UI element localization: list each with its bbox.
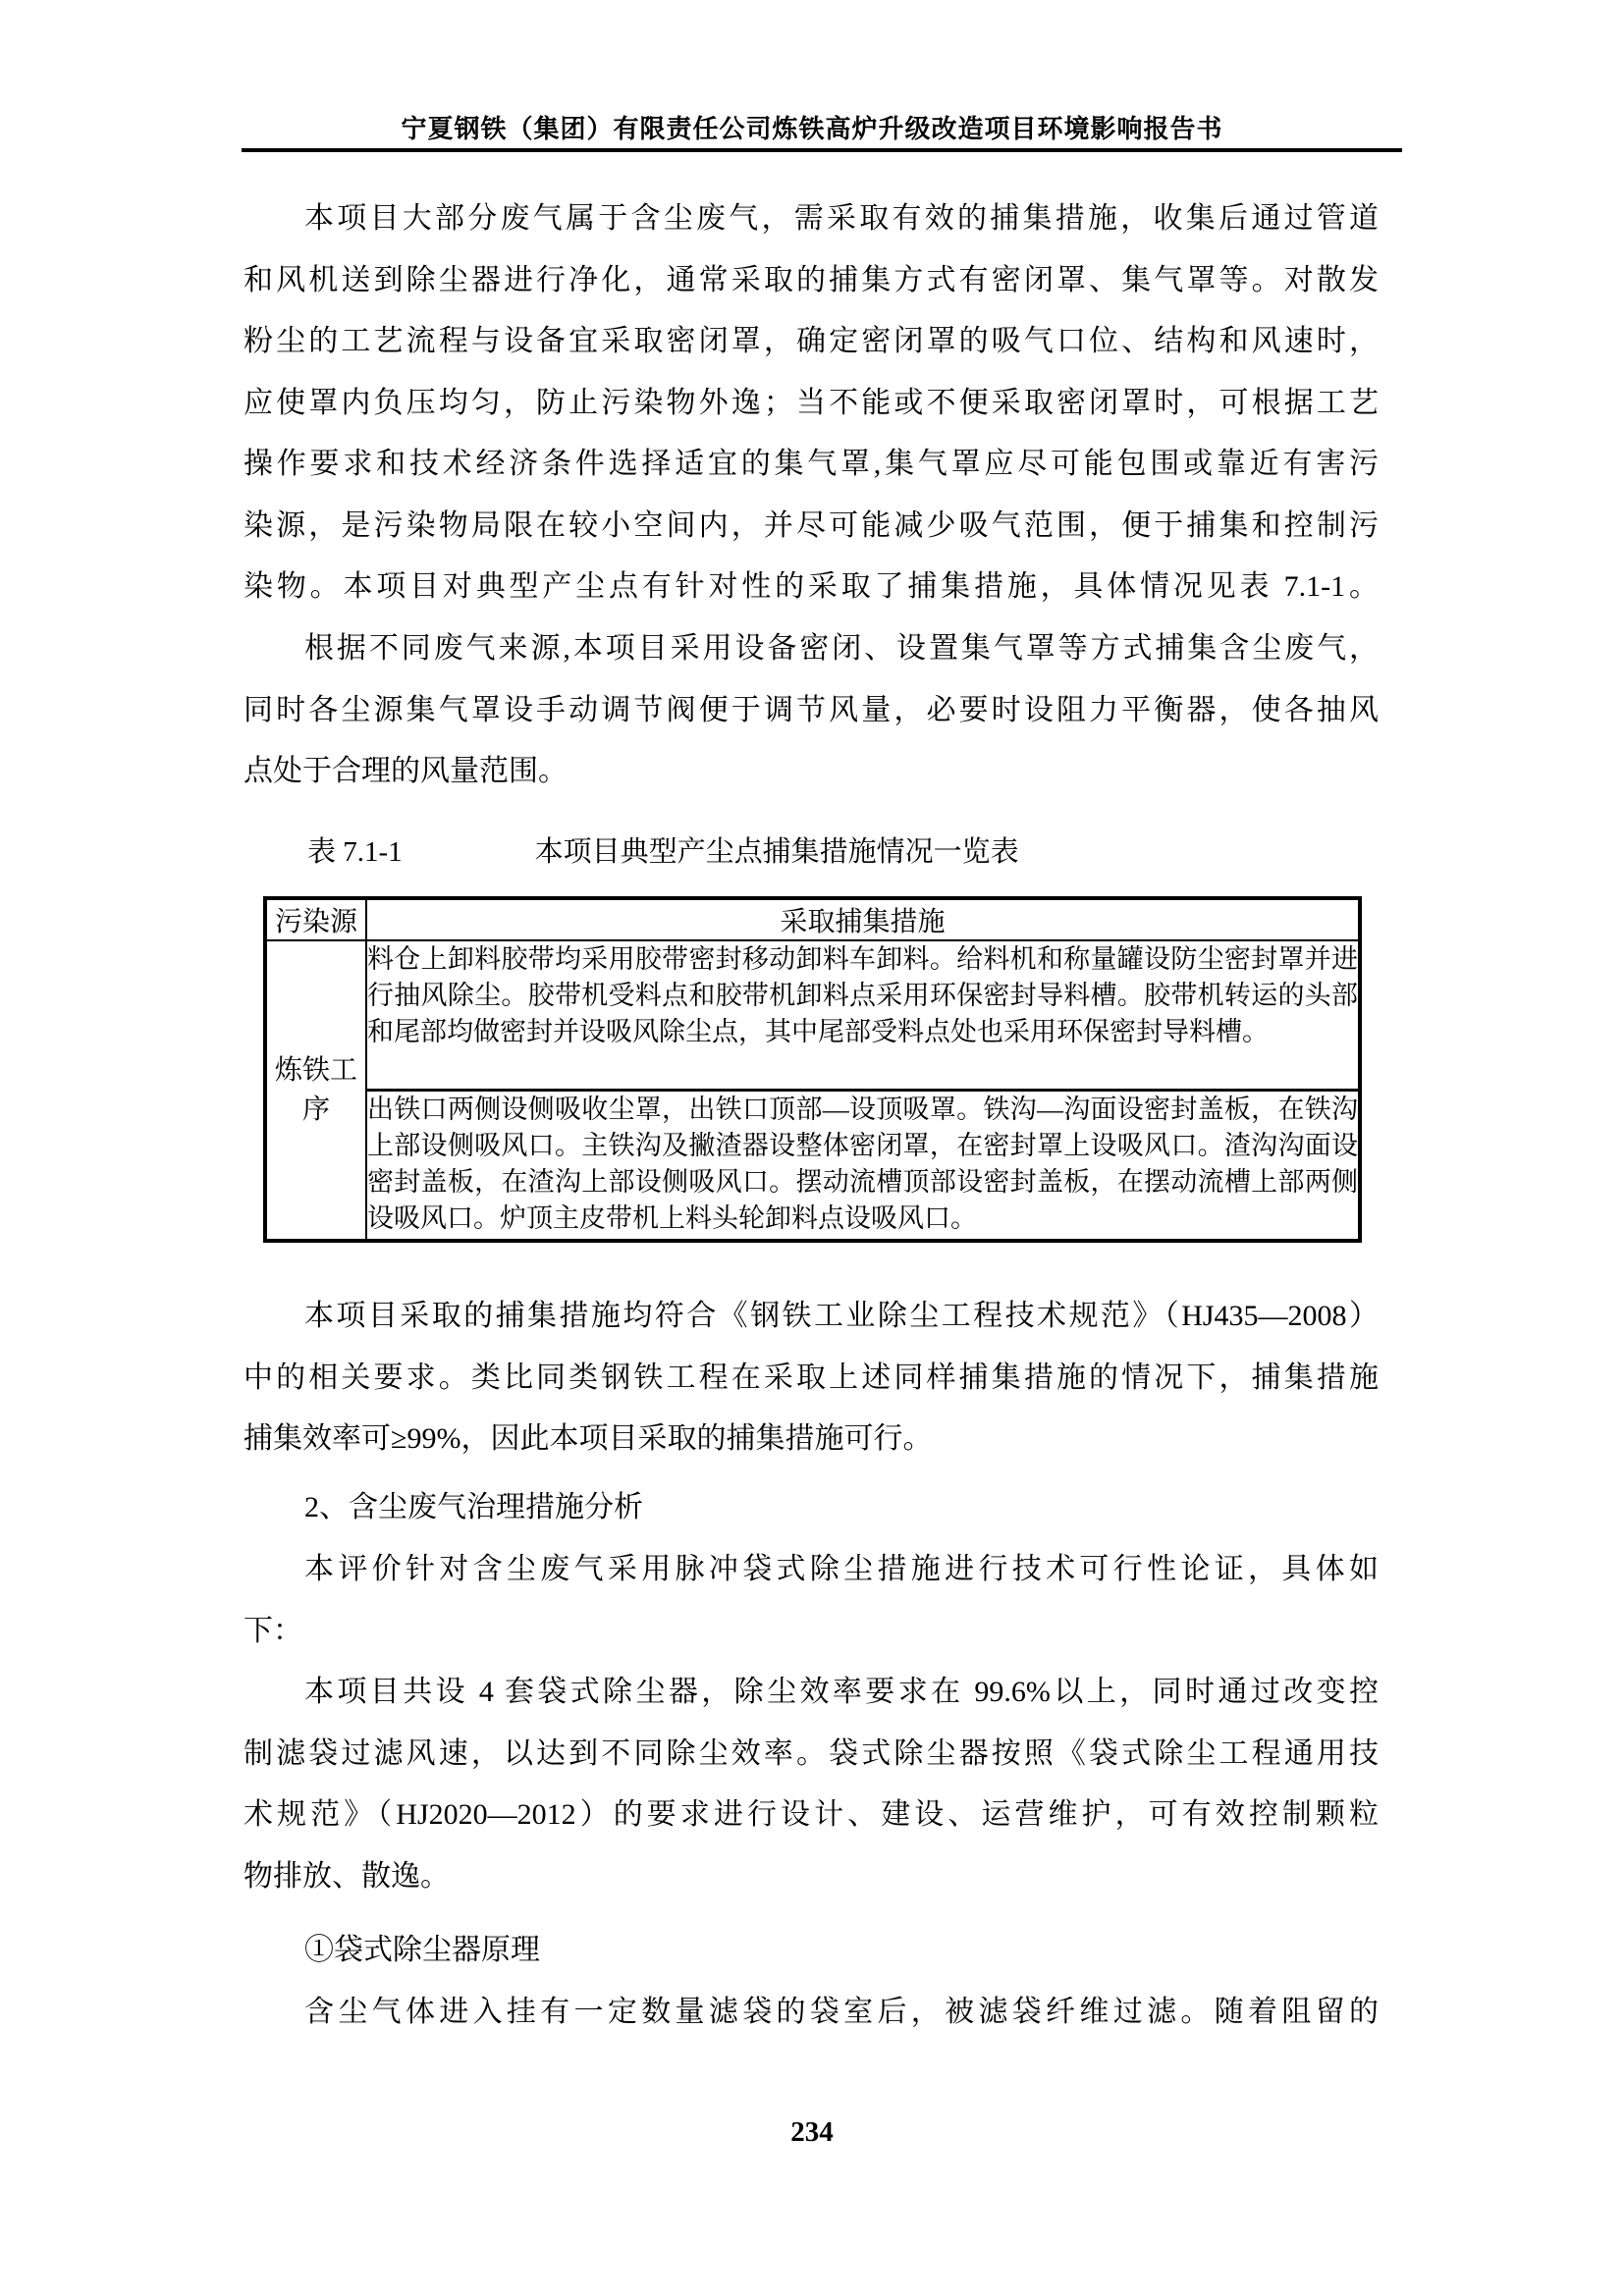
paragraph-line: 根据不同废气来源,本项目采用设备密闭、设置集气罩等方式捕集含尘废气， [304,632,1379,665]
subsection-heading: ①袋式除尘器原理 [304,1934,540,1966]
table-caption-label: 表 7.1-1 [307,836,403,868]
paragraph-line: 制滤袋过滤风速，以达到不同除尘效率。袋式除尘器按照《袋式除尘工程通用技 [244,1736,1379,1770]
paragraph-baghouse-specs [244,1662,1379,1907]
paragraph-evaluation-intro [244,1539,1379,1662]
paragraph-line: 粉尘的工艺流程与设备宜采取密闭罩，确定密闭罩的吸气口位、结构和风速时， [244,325,1379,357]
paragraph-line: 本项目大部分废气属于含尘废气，需采取有效的捕集措施，收集后通过管道 [304,202,1379,235]
section-heading: 2、含尘废气治理措施分析 [304,1491,643,1523]
table-row [265,1091,1360,1242]
paragraph-capture-compliance [244,1286,1379,1470]
page-number: 234 [790,2116,834,2148]
paragraph-line: 染源，是污染物局限在较小空间内，并尽可能减少吸气范围，便于捕集和控制污 [244,508,1379,542]
subsection-heading-baghouse-principle [244,1920,1379,1982]
paragraph-line: 本项目共设 4 套袋式除尘器，除尘效率要求在 99.6%以上，同时通过改变控 [304,1676,1379,1708]
paragraph-line: 应使罩内负压均匀，防止污染物外逸；当不能或不便采取密闭罩时，可根据工艺 [244,386,1379,419]
table-header-pollution-source: 污染源 [265,898,366,940]
table-header-row [265,898,1360,940]
paragraph-line: 本项目采取的捕集措施均符合《钢铁工业除尘工程技术规范》（HJ435—2008） [304,1300,1379,1332]
table-header-measures: 采取捕集措施 [366,898,1360,940]
table-caption [307,832,1019,872]
section-heading-dust-treatment [244,1477,1379,1539]
paragraph-line: 和风机送到除尘器进行净化，通常采取的捕集方式有密闭罩、集气罩等。对散发 [244,263,1379,296]
paragraph-line: 点处于合理的风量范围。 [244,755,568,787]
paragraph-line: 染物。本项目对典型产尘点有针对性的采取了捕集措施，具体情况见表 7.1-1。 [244,570,1379,603]
paragraph-airflow-adjust [244,618,1379,803]
paragraph-line: 同时各尘源集气罩设手动调节阀便于调节风量，必要时设阻力平衡器，使各抽风 [244,693,1379,726]
table-row [265,940,1360,1091]
paragraph-line: 捕集效率可≥99%，因此本项目采取的捕集措施可行。 [244,1422,933,1455]
table-cell-measure-casthouse: 出铁口两侧设侧吸收尘罩，出铁口顶部—设顶吸罩。铁沟—沟面设密封盖板，在铁沟上部设侧吸风口。主铁沟及撇渣器设整体密闭罩，在密封罩上设吸风口。渣沟沟面设密封盖板，在渣沟上部设侧吸风口。摆动流槽顶部设密封盖板，在摆动流槽上部两侧设吸风口。炉顶主皮带机上料头轮卸料点设吸风口。 [366,1091,1360,1242]
table-cell-measure-stockhouse: 料仓上卸料胶带均采用胶带密封移动卸料车卸料。给料机和称量罐设防尘密封罩并进行抽风除尘。胶带机受料点和胶带机卸料点采用环保密封导料槽。胶带机转运的头部和尾部均做密封并设吸风除尘点，其中尾部受料点处也采用环保密封导料槽。 [366,940,1360,1091]
paragraph-baghouse-principle [244,1982,1379,2044]
header-rule [242,148,1402,152]
paragraph-line: 术规范》（HJ2020—2012）的要求进行设计、建设、运营维护，可有效控制颗粒 [244,1798,1379,1831]
page-header-title: 宁夏钢铁（集团）有限责任公司炼铁高炉升级改造项目环境影响报告书 [401,114,1223,143]
paragraph-line: 操作要求和技术经济条件选择适宜的集气罩,集气罩应尽可能包围或靠近有害污 [244,448,1379,480]
paragraph-line: 中的相关要求。类比同类钢铁工程在采取上述同样捕集措施的情况下，捕集措施 [244,1361,1379,1394]
table-cell-ironmaking-process: 炼铁工序 [265,940,366,1241]
capture-measures-table [263,896,1362,1243]
paragraph-line: 含尘气体进入挂有一定数量滤袋的袋室后，被滤袋纤维过滤。随着阻留的 [304,1996,1379,2028]
table-caption-title: 本项目典型产尘点捕集措施情况一览表 [534,836,1019,868]
paragraph-line: 本评价针对含尘废气采用脉冲袋式除尘措施进行技术可行性论证，具体如 [304,1553,1379,1585]
paragraph-line: 物排放、散逸。 [244,1859,450,1893]
paragraph-capture-intro [244,188,1379,618]
paragraph-line: 下： [244,1614,302,1647]
